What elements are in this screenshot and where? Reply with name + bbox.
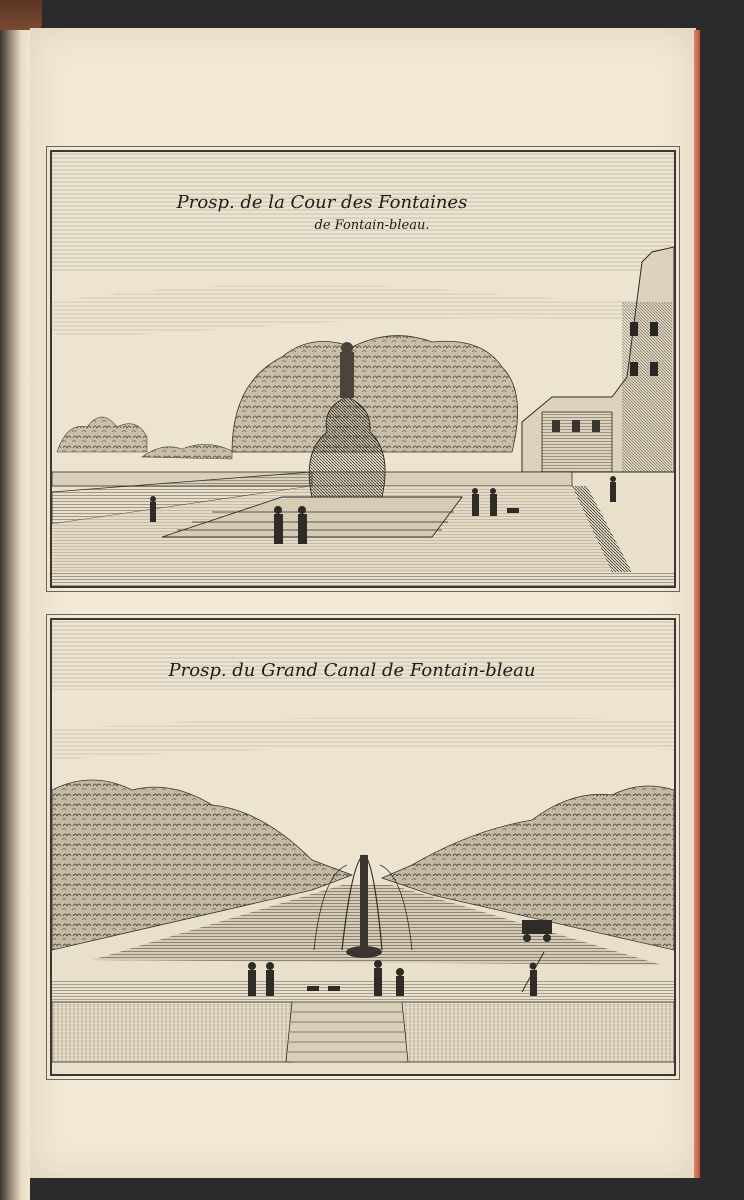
- plate-caption-grand-canal: Prosp. du Grand Canal de Fontain-bleau: [168, 660, 536, 681]
- book-page: [30, 28, 696, 1178]
- plate-subcaption-cour-des-fontaines: de Fontain-bleau.: [314, 218, 430, 233]
- book-spine-corner: [0, 0, 42, 30]
- engraving-grand-canal: [52, 620, 674, 1074]
- plate-caption-cour-des-fontaines: Prosp. de la Cour des Fontaines: [176, 192, 468, 213]
- page-red-edge: [694, 30, 700, 1178]
- engraving-plate-grand-canal: [50, 618, 676, 1076]
- engraving-plate-cour-des-fontaines: [50, 150, 676, 588]
- book-gutter: [0, 0, 30, 1200]
